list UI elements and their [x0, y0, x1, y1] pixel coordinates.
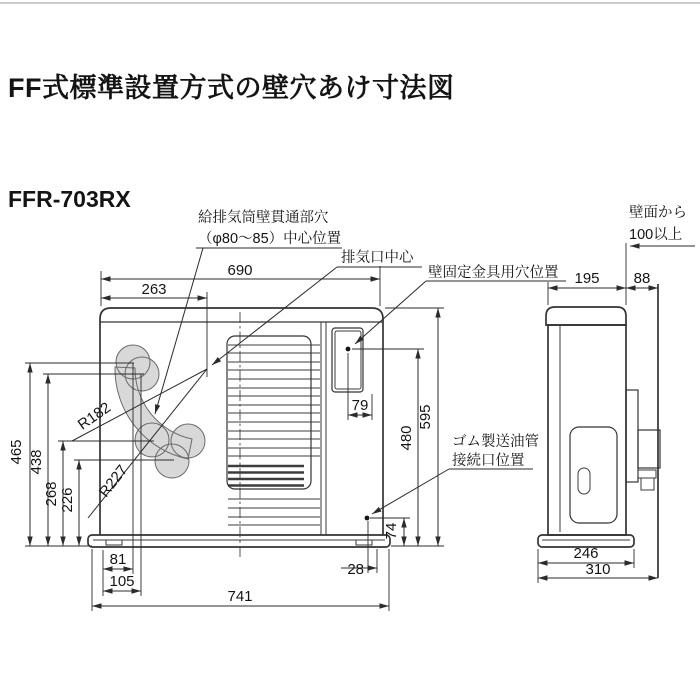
bracket-opening-outer	[332, 328, 363, 392]
rear-bracket-block	[638, 430, 660, 468]
dim-height-lower-1: 268	[43, 481, 60, 507]
wall-clearance-label-line1: 壁面から	[629, 205, 687, 221]
dim-height-lower-2: 226	[59, 487, 76, 513]
dim-bracket-height: 480	[398, 425, 415, 451]
dim-width-to-exhaust: 263	[141, 281, 167, 298]
front-foot-right	[356, 540, 372, 545]
dim-radius-inner: R182	[74, 399, 114, 434]
oil-pipe-label-line2: 接続口位置	[452, 453, 525, 469]
dim-oil-port-height: 74	[383, 522, 400, 540]
side-dimensions	[538, 243, 658, 583]
wall-bracket-label: 壁固定金具用穴位置	[428, 265, 559, 281]
dim-cabinet-width: 690	[227, 262, 253, 279]
oil-pipe-label-line1: ゴム製送油管	[452, 434, 539, 450]
wall-clearance-label-line2: 100以上	[629, 227, 683, 243]
dim-height-hole-top: 465	[8, 439, 25, 465]
side-view	[538, 284, 660, 578]
rear-flue-duct	[626, 390, 638, 482]
exhaust-center-label: 排気口中心	[341, 250, 414, 266]
intake-hole-label-line1: 給排気筒壁貫通部穴	[198, 210, 329, 226]
dim-base-width: 741	[227, 588, 253, 605]
grille-louvers	[228, 345, 320, 525]
side-panel-slot	[578, 468, 590, 494]
intake-hole-label-line2: （φ80～85）中心位置	[198, 231, 342, 247]
front-dimensions	[8, 262, 444, 611]
rear-pipe-fitting-2	[641, 478, 654, 490]
dim-height-hole-2: 438	[28, 449, 45, 475]
model-number: FFR-703RX	[8, 186, 131, 212]
dim-offset-hole-1: 81	[109, 551, 127, 568]
dim-depth-to-wall: 310	[585, 561, 611, 578]
dim-offset-hole-2: 105	[109, 573, 135, 590]
rear-pipe-fitting-1	[638, 470, 656, 478]
bracket-hole-point	[346, 347, 351, 352]
side-cap	[546, 307, 626, 325]
callouts	[155, 204, 695, 514]
dim-side-base-depth: 246	[573, 545, 599, 562]
hole-region	[72, 345, 207, 518]
grille-dense-band	[228, 466, 304, 486]
dim-bracket-width: 79	[351, 397, 369, 414]
oil-port-point	[365, 516, 370, 521]
side-cover-panel	[570, 427, 617, 523]
dim-radius-outer: R227	[95, 461, 132, 501]
front-foot-left	[106, 540, 122, 545]
page-title: FF式標準設置方式の壁穴あけ寸法図	[8, 73, 455, 103]
dim-wall-gap: 88	[633, 270, 651, 287]
dim-unit-height: 595	[417, 404, 434, 430]
dim-side-depth: 195	[574, 270, 600, 287]
dim-oil-port-offset: 28	[347, 561, 364, 578]
